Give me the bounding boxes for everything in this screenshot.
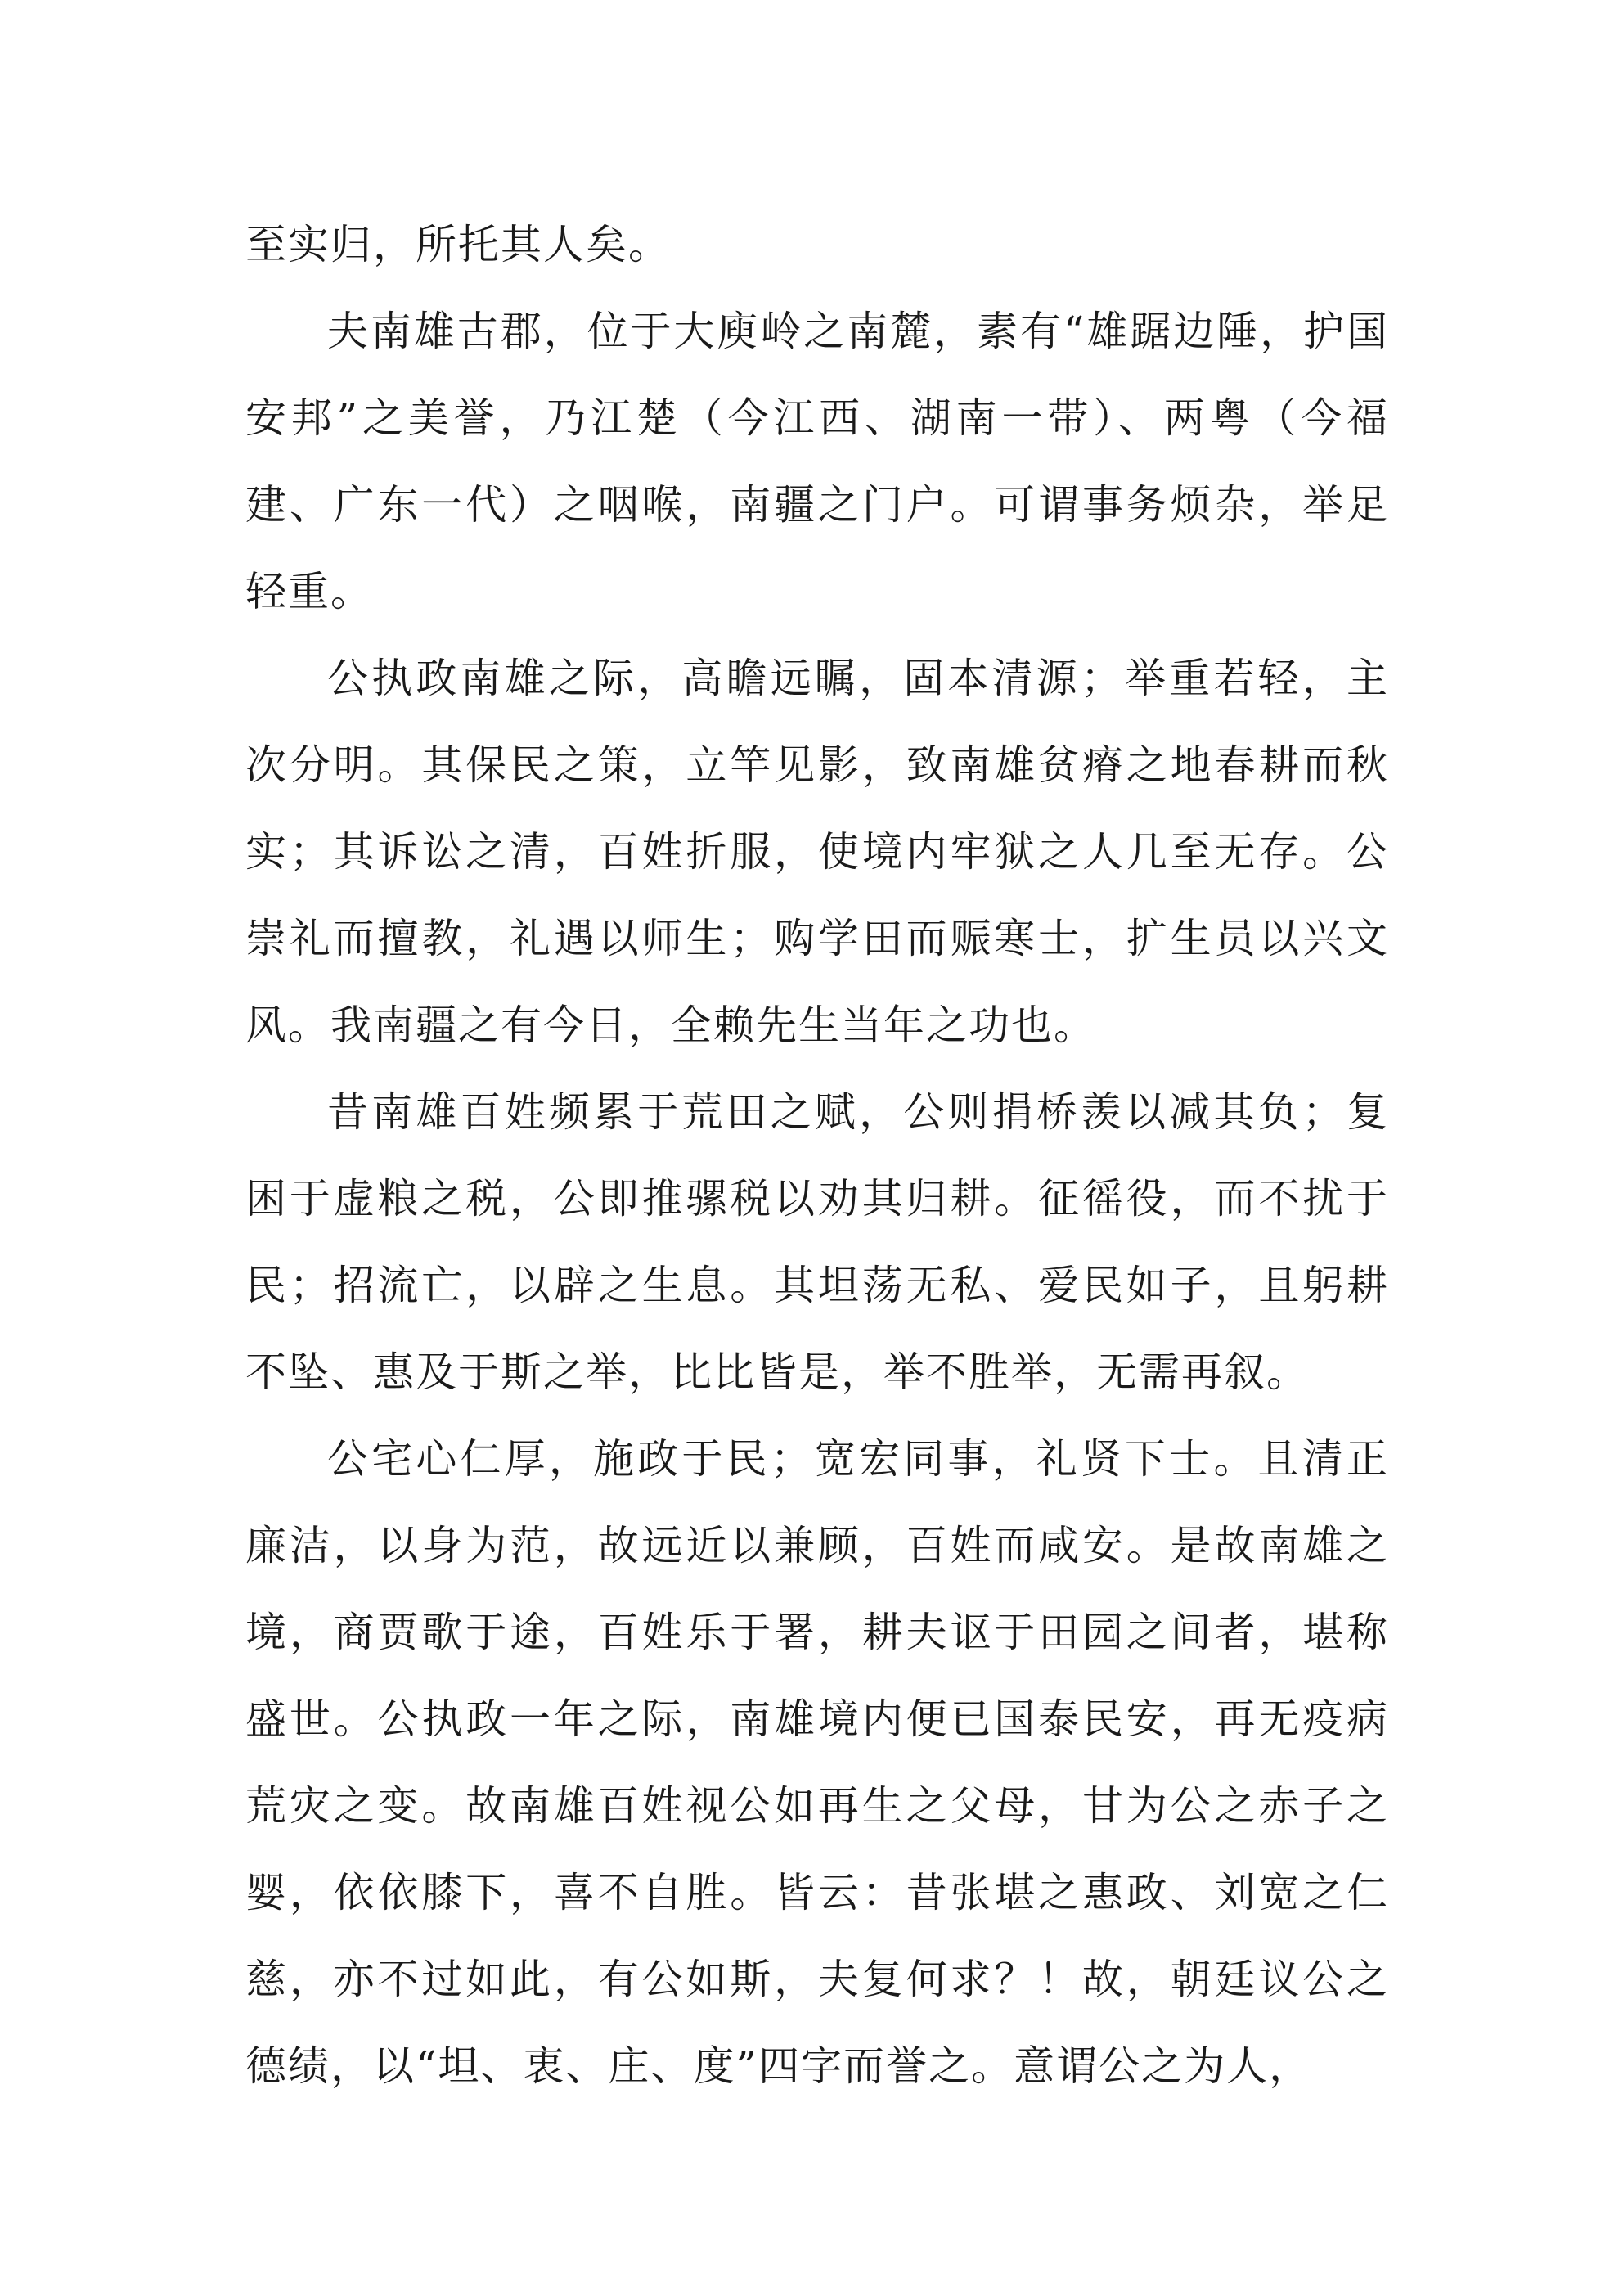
paragraph: 公宅心仁厚，施政于民；宽宏同事，礼贤下士。且清正廉洁，以身为范，故远近以兼顾，百姓而咸安。是故南雄之境，商贾歌于途，百姓乐于署，耕夫讴于田园之间者，堪称盛世。公执政一年之际，南雄境内便已国泰民安，再无疫病荒灾之变。故南雄百姓视公如再生之父母，甘为公之赤子之婴，依依膝下，喜不自胜。皆云：昔张堪之惠政、刘宽之仁慈，亦不过如此，有公如斯，夫复何求？！故，朝廷议公之德绩，以“坦、衷、庄、度”四字而誉之。意谓公之为人， bbox=[245, 1435, 1389, 2090]
paragraph: 公执政南雄之际，高瞻远瞩，固本清源；举重若轻，主次分明。其保民之策，立竿见影，致南雄贫瘠之地春耕而秋实；其诉讼之清，百姓折服，使境内牢狱之人几至无存。公崇礼而擅教，礼遇以师生；购学田而赈寒士，扩生员以兴文风。我南疆之有今日，全赖先生当年之功也。 bbox=[245, 655, 1389, 1049]
paragraph: 夫南雄古郡，位于大庾岭之南麓，素有“雄踞边陲，护国安邦”之美誉，乃江楚（今江西、湖南一带）、两粤（今福建、广东一代）之咽喉，南疆之门户。可谓事务烦杂，举足轻重。 bbox=[245, 308, 1389, 615]
document-body bbox=[245, 201, 1389, 2109]
paragraph: 至实归，所托其人矣。 bbox=[245, 221, 671, 268]
paragraph: 昔南雄百姓频累于荒田之赋，公则捐桥羡以减其负；复困于虚粮之税，公即推骡税以劝其归耕。征徭役，而不扰于民；招流亡，以辟之生息。其坦荡无私、爱民如子，且躬耕不坠、惠及于斯之举，比比皆是，举不胜举，无需再叙。 bbox=[245, 1088, 1389, 1396]
